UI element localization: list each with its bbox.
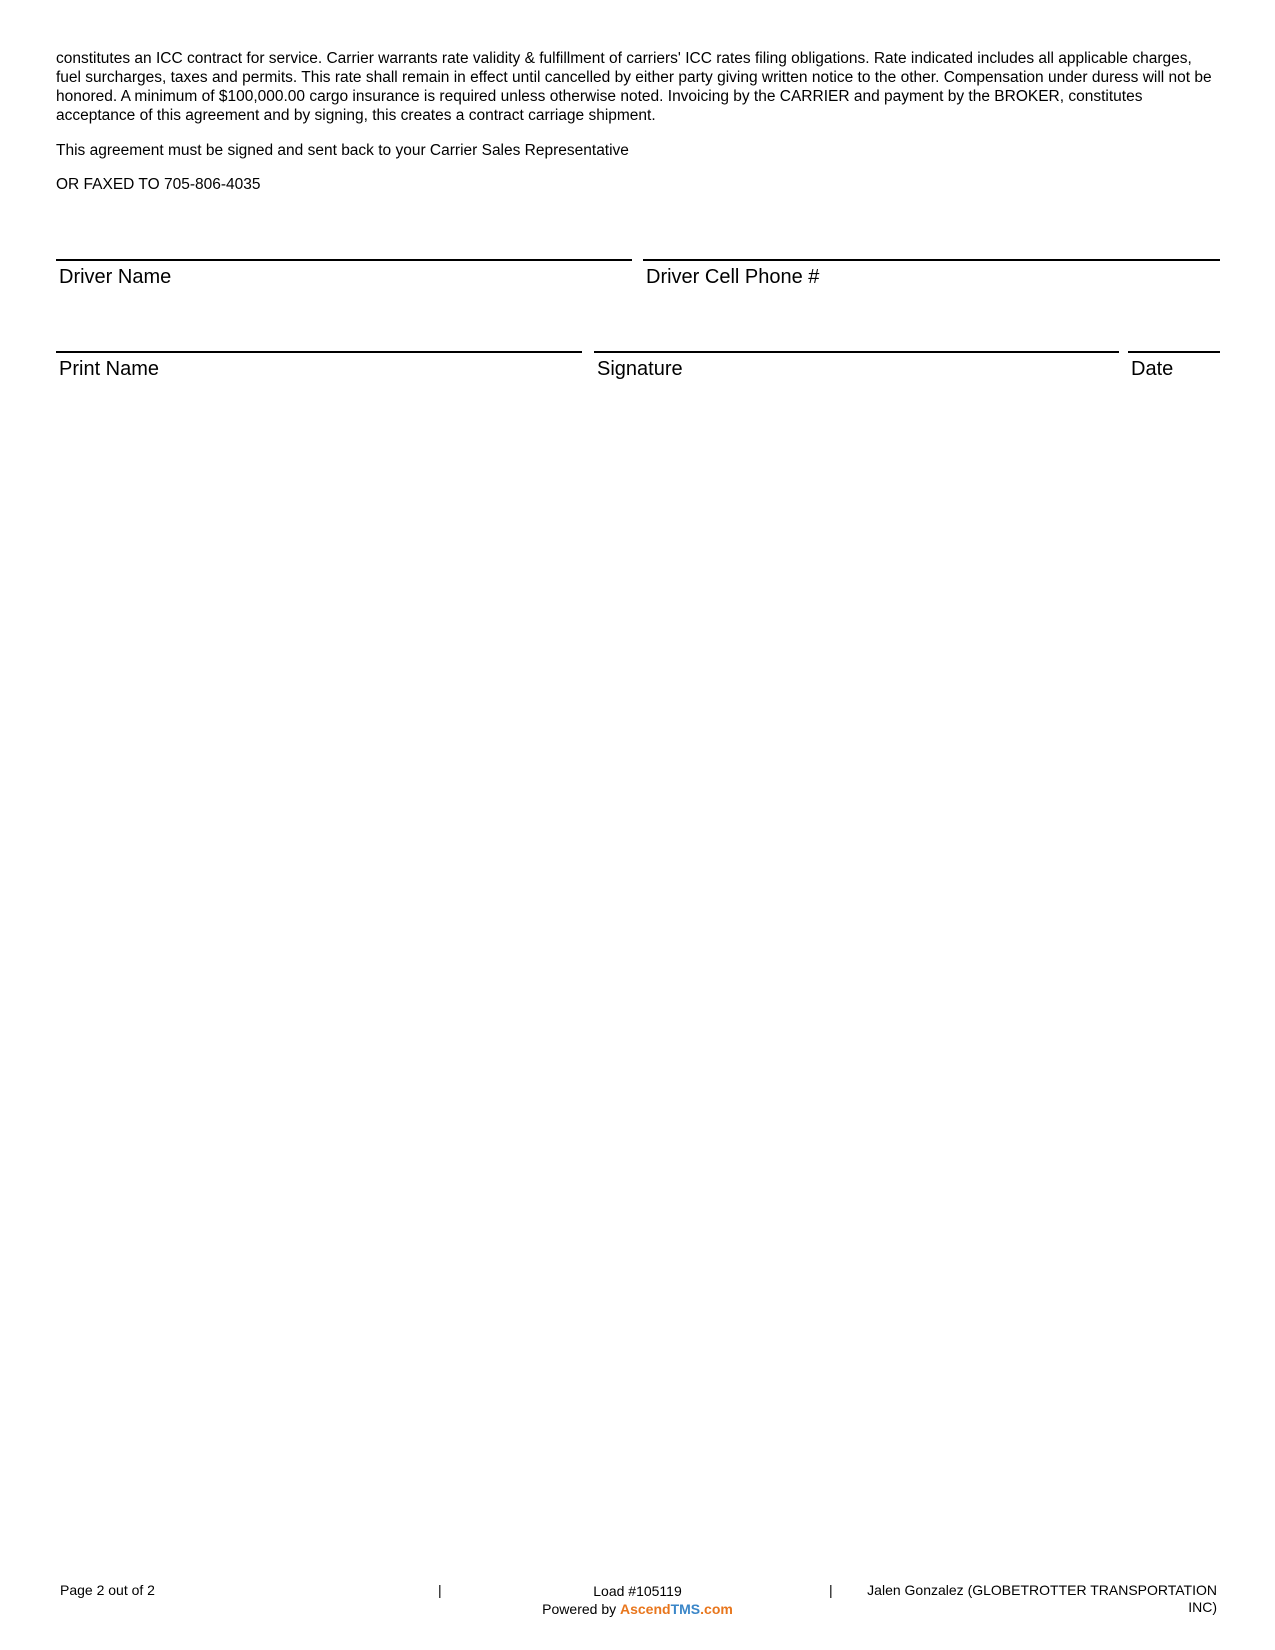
- powered-by: [530, 1600, 745, 1618]
- date-label: Date: [1131, 358, 1174, 380]
- signature-label: Signature: [597, 358, 683, 380]
- driver-name-line: [56, 259, 632, 261]
- signature-field[interactable]: [594, 351, 1119, 381]
- driver-name-field[interactable]: [56, 259, 632, 289]
- footer-center: [530, 1582, 745, 1618]
- footer-separator: |: [829, 1582, 833, 1598]
- brand-ascend: Ascend: [620, 1601, 671, 1617]
- footer-user: Jalen Gonzalez (GLOBETROTTER TRANSPORTATION INC): [867, 1582, 1217, 1615]
- footer-separator: |: [438, 1582, 442, 1598]
- brand-com: .com: [700, 1601, 733, 1617]
- driver-cell-phone-label: Driver Cell Phone #: [646, 266, 820, 288]
- date-field[interactable]: [1128, 351, 1220, 381]
- signature-line: [594, 351, 1119, 353]
- date-line: [1128, 351, 1220, 353]
- driver-name-label: Driver Name: [59, 266, 172, 288]
- brand-tms: TMS: [670, 1601, 701, 1617]
- print-name-field[interactable]: [56, 351, 582, 381]
- print-name-line: [56, 351, 582, 353]
- driver-cell-phone-field[interactable]: [643, 259, 1220, 289]
- sign-instruction: This agreement must be signed and sent back to your Carrier Sales Representative: [56, 142, 629, 159]
- load-number: Load #105119: [593, 1583, 682, 1599]
- page-footer: [0, 1582, 1275, 1622]
- terms-paragraph: constitutes an ICC contract for service. Carrier warrants rate validity & fulfillment of carriers' ICC rates filing obligations. Rate indicated includes all applicable charges, fuel surcharges, taxes and permits. This rate shall remain in effect until cancelled by either party giving written notice to the other. Compensation under duress will not be honored. A minimum of $100,000.00 cargo insurance is required unless otherwise noted. Invoicing by the CARRIER and payment by the BROKER, constitutes acceptance of this agreement and by signing, this creates a contract carriage shipment.: [56, 50, 1212, 124]
- print-name-label: Print Name: [59, 358, 160, 380]
- driver-cell-phone-line: [643, 259, 1220, 261]
- fax-instruction: OR FAXED TO 705-806-4035: [56, 176, 261, 193]
- powered-by-label: Powered by: [542, 1601, 617, 1617]
- page-number: Page 2 out of 2: [60, 1582, 155, 1598]
